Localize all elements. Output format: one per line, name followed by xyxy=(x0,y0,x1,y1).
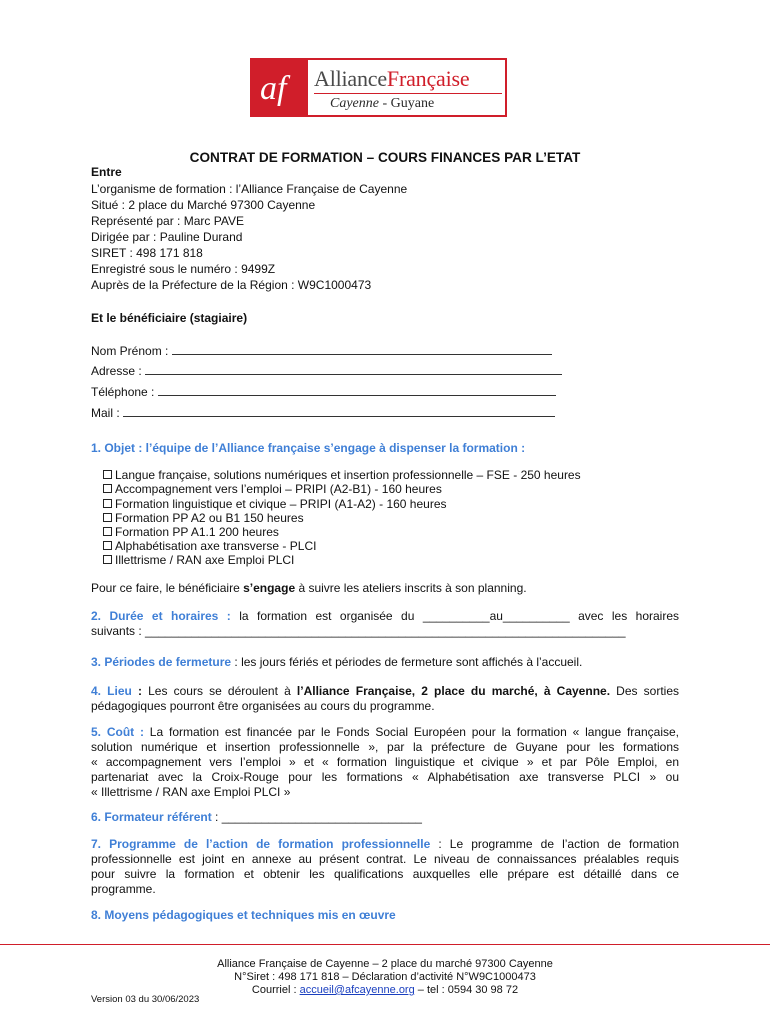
section-7-line-4: programme. xyxy=(91,882,156,896)
section-4-line-1: 4. Lieu : Les cours se déroulent à l’Alliance Française, 2 place du marché, à Cayenne. Des sorties xyxy=(91,684,679,698)
af-logo-mark xyxy=(252,60,308,115)
option-accompagnement[interactable]: Accompagnement vers l’emploi – PRIPI (A2-B1) - 160 heures xyxy=(103,482,442,496)
nom-prenom-line[interactable] xyxy=(172,343,552,355)
adresse-field[interactable] xyxy=(91,363,562,379)
logo-city: Cayenne - Guyane xyxy=(330,96,435,111)
section-2-line-2: suivants : ________________________________________________________________________ xyxy=(91,624,626,638)
telephone-field[interactable] xyxy=(91,384,556,400)
mail-label: Mail : xyxy=(91,406,120,420)
section-7-line-1: 7. Programme de l’action de formation professionnelle : Le programme de l’action de formation xyxy=(91,837,679,851)
nom-prenom-label: Nom Prénom : xyxy=(91,344,169,358)
mail-field[interactable] xyxy=(91,405,555,421)
checkbox[interactable] xyxy=(103,499,112,508)
footer-email-link[interactable]: accueil@afcayenne.org xyxy=(299,984,415,996)
option-formation-pp-a2-b1[interactable]: Formation PP A2 ou B1 150 heures xyxy=(103,511,304,525)
engagement-text: Pour ce faire, le bénéficiaire s’engage à suivre les ateliers inscrits à son planning. xyxy=(91,581,527,595)
telephone-line[interactable] xyxy=(158,384,556,396)
footer-phone: – tel : 0594 30 98 72 xyxy=(414,984,519,996)
checkbox[interactable] xyxy=(103,555,112,564)
section-5-label: 5. Coût : xyxy=(91,725,144,739)
section-8-heading: 8. Moyens pédagogiques et techniques mis en œuvre xyxy=(91,908,396,922)
party-line-enregistre: Enregistré sous le numéro : 9499Z xyxy=(91,262,276,276)
alliance-francaise-logo xyxy=(250,58,507,117)
section-7-line-3: pour suivre la formation et obtenir les qualifications auxquelles elle prépare est détaillé dans ce xyxy=(91,867,679,881)
party-line-prefecture: Auprès de la Préfecture de la Région : W9C1000473 xyxy=(91,278,372,292)
section-5-line-4: partenariat avec la Croix-Rouge pour les formations « Alphabétisation axe transverse PLCI » ou xyxy=(91,770,679,784)
section-2-line-1: 2. Durée et horaires : la formation est organisée du __________au__________ avec les horaires xyxy=(91,609,679,623)
adresse-line[interactable] xyxy=(145,363,562,375)
checkbox[interactable] xyxy=(103,484,112,493)
section-4-paragraph xyxy=(91,684,679,714)
section-5-line-1: 5. Coût : La formation est financée par le Fonds Social Européen pour la formation « langue française, xyxy=(91,725,679,739)
section-4-label: 4. Lieu xyxy=(91,684,132,698)
footer-address: Alliance Française de Cayenne – 2 place du marché 97300 Cayenne xyxy=(217,958,553,970)
party-line-siret: SIRET : 498 171 818 xyxy=(91,246,203,260)
section-2-paragraph xyxy=(91,609,679,639)
party-line-situe: Situé : 2 place du Marché 97300 Cayenne xyxy=(91,198,316,212)
nom-prenom-field[interactable] xyxy=(91,343,552,359)
mail-line[interactable] xyxy=(123,405,555,417)
option-alphabetisation[interactable]: Alphabétisation axe transverse - PLCI xyxy=(103,539,316,553)
section-4-line-2: pédagogiques pourront être organisées au cours du programme. xyxy=(91,699,435,713)
section-7-line-2: professionnelle est joint en annexe au présent contrat. Le niveau de connaissances préalables requis xyxy=(91,852,679,866)
section-5-line-2: solution numérique et insertion professionnelle », par la préfecture de Guyane pour les formations xyxy=(91,740,679,754)
option-formation-linguistique[interactable]: Formation linguistique et civique – PRIPI (A1-A2) - 160 heures xyxy=(103,497,447,511)
beneficiaire-heading: Et le bénéficiaire (stagiaire) xyxy=(91,311,248,325)
document-version: Version 03 du 30/06/2023 xyxy=(91,994,200,1005)
party-line-dirigee: Dirigée par : Pauline Durand xyxy=(91,230,243,244)
entre-label: Entre xyxy=(91,165,122,179)
logo-divider xyxy=(314,93,502,94)
logo-name: AllianceFrançaise xyxy=(314,66,470,91)
adresse-label: Adresse : xyxy=(91,364,142,378)
section-5-line-5: « Illettrisme / RAN axe Emploi PLCI » xyxy=(91,785,291,799)
svg-text:af: af xyxy=(260,70,287,107)
checkbox[interactable] xyxy=(103,513,112,522)
section-3-label: 3. Périodes de fermeture xyxy=(91,655,232,669)
option-langue-francaise[interactable]: Langue française, solutions numériques et insertion professionnelle – FSE - 250 heures xyxy=(103,468,581,482)
party-line-represente: Représenté par : Marc PAVE xyxy=(91,214,244,228)
checkbox[interactable] xyxy=(103,470,112,479)
checkbox[interactable] xyxy=(103,527,112,536)
checkbox[interactable] xyxy=(103,541,112,550)
party-line-organisme: L’organisme de formation : l’Alliance Française de Cayenne xyxy=(91,182,408,196)
contract-title: CONTRAT DE FORMATION – COURS FINANCES PAR L’ETAT xyxy=(189,150,581,165)
section-1-heading: 1. Objet : l’équipe de l’Alliance française s’engage à dispenser la formation : xyxy=(91,441,526,455)
telephone-label: Téléphone : xyxy=(91,385,155,399)
section-5-line-3: « accompagnement vers l’emploi » et « formation linguistique et civique » et par Pôle Emploi, en xyxy=(91,755,679,769)
footer-courriel-label: Courriel : xyxy=(251,984,300,996)
section-7-label: 7. Programme de l’action de formation professionnelle xyxy=(91,837,431,851)
section-6-label: 6. Formateur référent xyxy=(91,810,212,824)
section-5-paragraph xyxy=(91,725,679,800)
section-6-paragraph: 6. Formateur référent : ______________________________ xyxy=(91,810,422,824)
section-3-paragraph: 3. Périodes de fermeture : les jours fériés et périodes de fermeture sont affichés à l’accueil. xyxy=(91,655,583,669)
option-illettrisme[interactable]: Illettrisme / RAN axe Emploi PLCI xyxy=(103,553,294,567)
footer-siret: N°Siret : 498 171 818 – Déclaration d’activité N°W9C1000473 xyxy=(234,971,536,983)
section-7-paragraph xyxy=(91,837,679,897)
option-formation-pp-a1[interactable]: Formation PP A1.1 200 heures xyxy=(103,525,279,539)
footer-divider xyxy=(0,944,770,945)
section-2-label: 2. Durée et horaires : xyxy=(91,609,231,623)
